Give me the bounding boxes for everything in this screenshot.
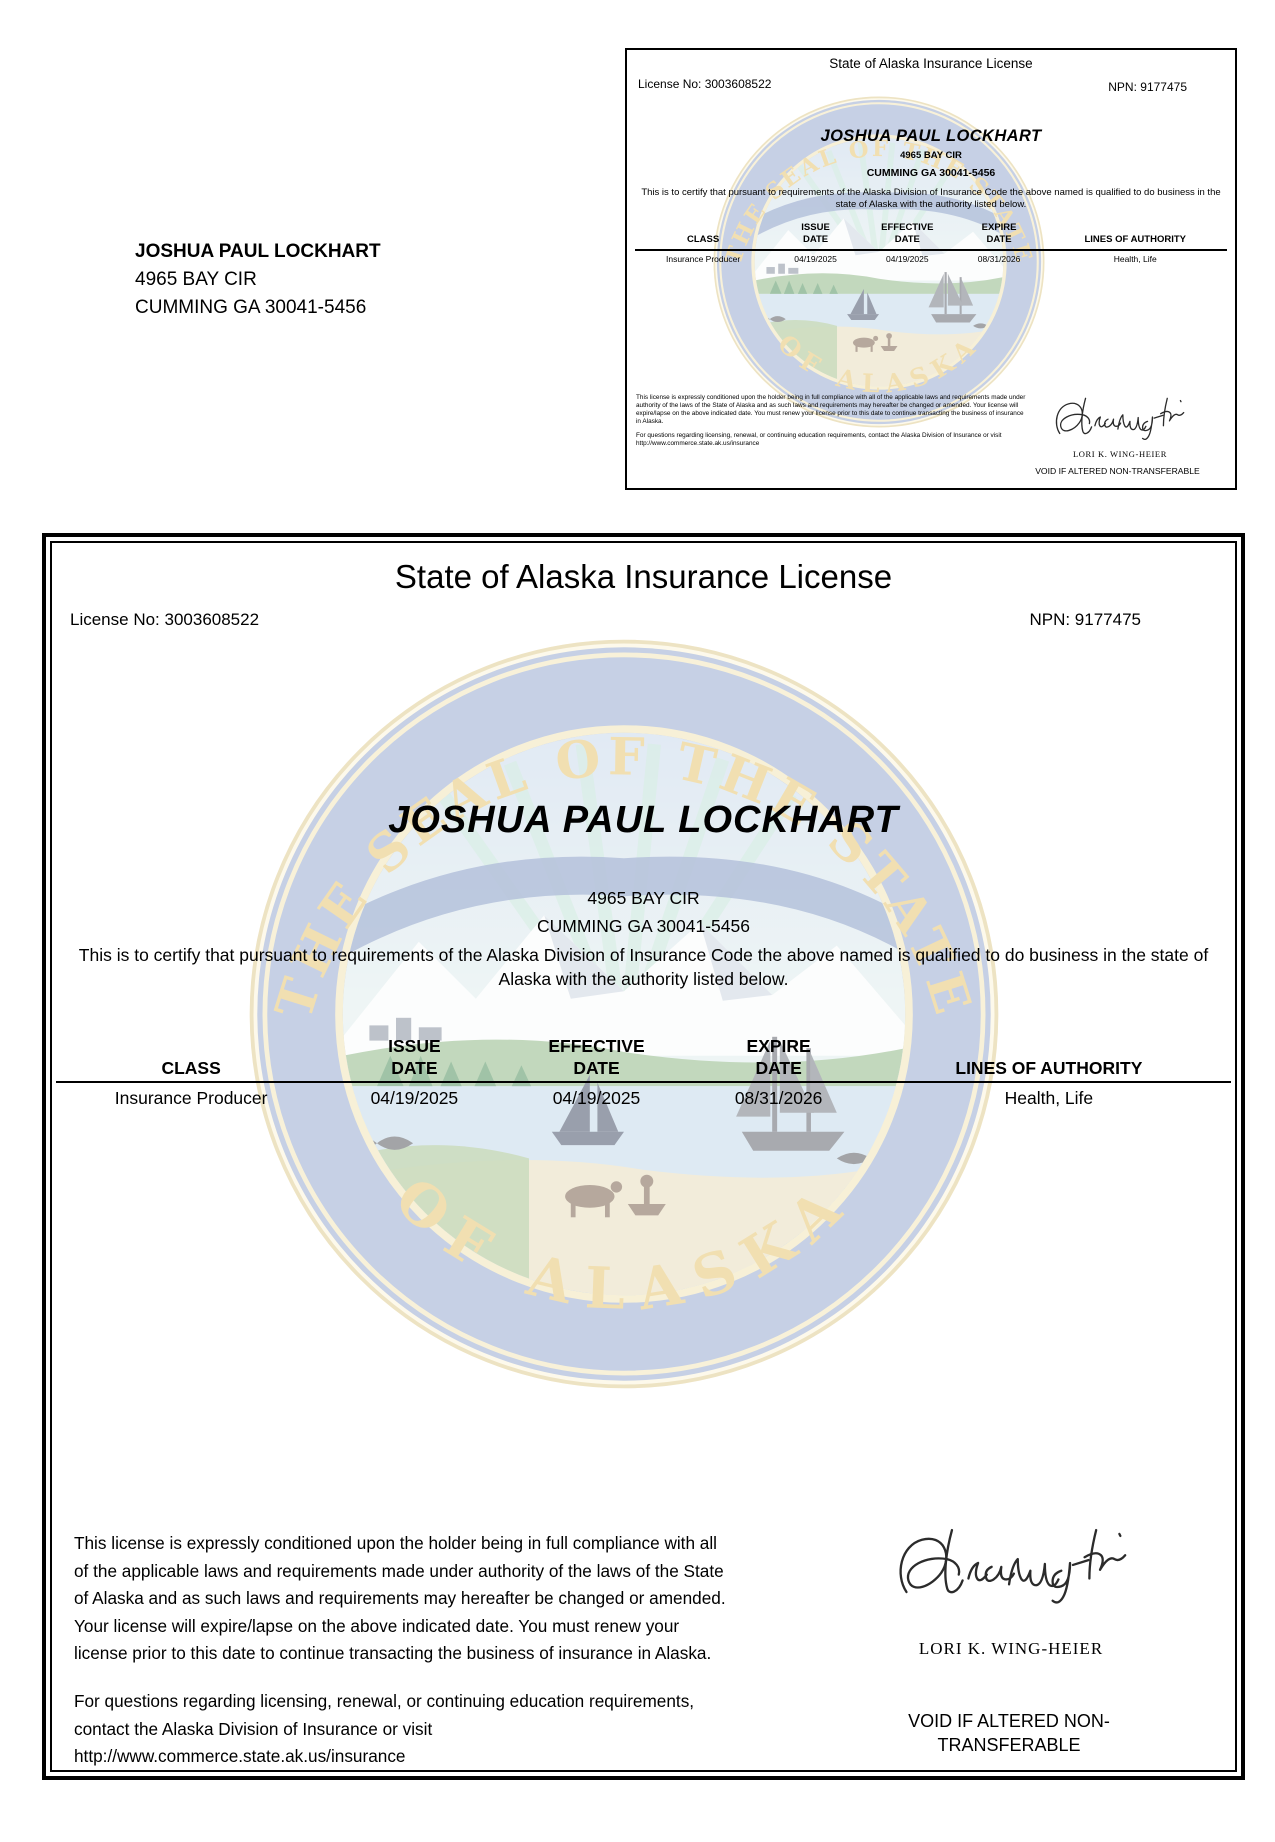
card-holder-street: 4965 BAY CIR [900,150,962,161]
certificate-license-number: License No: 3003608522 [70,610,260,629]
certificate-th-expire: EXPIRE [746,1036,811,1056]
card-th: LINES OF AUTHORITY [1084,234,1186,245]
certificate-th-date: DATE [391,1058,438,1078]
mail-recipient-name: JOSHUA PAUL LOCKHART [135,241,381,262]
card-void-text: VOID IF ALTERED NON-TRANSFERABLE [1035,466,1200,476]
certificate-th-class: CLASS [161,1058,221,1078]
certificate-th [56,1035,326,1057]
card-legal-text [636,394,1028,453]
card-th: CLASS [686,234,720,245]
card-td-effective-date: 04/19/2025 [886,254,929,264]
card-th: DATE [986,234,1012,245]
certificate-void-text: VOID IF ALTERED NON-TRANSFERABLE [908,1711,1110,1755]
certificate-certify-text: This is to certify that pursuant to requirements of the Alaska Division of Insurance Code the above named is qualified to do business in the state of Alaska with the authority listed below. [78,945,1209,989]
mailing-address-block [135,238,381,322]
certificate-th-issue: ISSUE [388,1036,441,1056]
card-th [1043,222,1227,234]
certificate-authority-table [56,1035,1231,1111]
card-td-expire-date: 08/31/2026 [977,254,1021,264]
certificate-table-header-top [56,1035,1231,1057]
certificate-th [867,1035,1231,1057]
certificate-td-expire-date: 08/31/2026 [734,1088,823,1108]
card-td-issue-date: 04/19/2025 [794,254,837,264]
certificate-th-effective: EFFECTIVE [548,1036,645,1056]
certificate-td-lines-of-authority: Health, Life [1004,1088,1094,1108]
certificate-title: State of Alaska Insurance License [394,558,893,595]
signature-script [891,1509,1131,1617]
certificate-th-lines-of-authority: LINES OF AUTHORITY [955,1058,1143,1078]
card-th: DATE [894,234,920,245]
alaska-state-seal-watermark [244,634,1004,1394]
card-npn: NPN: 9177475 [1108,80,1187,94]
certificate-td-class: Insurance Producer [114,1088,268,1108]
certificate-table-header-bottom [56,1057,1231,1079]
card-certify-text: This is to certify that pursuant to requirements of the Alaska Division of Insurance Code the above named is qualified to do business in the state of Alaska with the authority listed below. [641,187,1221,210]
card-holder-name: JOSHUA PAUL LOCKHART [820,127,1042,145]
mail-city-state-zip: CUMMING GA 30041-5456 [135,297,367,318]
card-title: State of Alaska Insurance License [829,56,1033,71]
mail-street: 4965 BAY CIR [135,269,257,290]
certificate-table-row [56,1083,1231,1111]
card-legal-paragraph-1: This license is expressly conditioned upon the holder being in full compliance with all of the applicable laws and requirements made under authority of the laws of the State of Alaska and as such laws and requirements may hereafter be changed or amended. Your license will expire/lapse on the above indicated date. You must renew your license prior to this date to continue transacting the business of insurance in Alaska. [636,394,1026,425]
certificate-td-issue-date: 04/19/2025 [370,1088,459,1108]
certificate-legal-paragraph-2: For questions regarding licensing, renewal, or continuing education requirements, contact the Alaska Division of Insurance or visit http://www.commerce.state.ak.us/insurance [74,1690,695,1767]
card-table-header-top [635,222,1227,234]
signature-script [1051,390,1187,444]
card-license-number: License No: 3003608522 [638,77,772,91]
card-th: EXPIRE [981,222,1017,233]
card-legal-paragraph-2: For questions regarding licensing, renewal, or continuing education requirements, contact the Alaska Division of Insurance or visit http://www.commerce.state.ak.us/insurance [636,431,1002,447]
card-signer-name: LORI K. WING-HEIER [1073,449,1167,459]
wallet-license-card [625,48,1237,490]
certificate-holder-city: CUMMING GA 30041-5456 [536,916,750,936]
card-authority-table [635,222,1227,266]
certificate-holder-street: 4965 BAY CIR [587,888,700,908]
card-td-class: Insurance Producer [665,254,741,264]
card-holder-city: CUMMING GA 30041-5456 [866,167,996,179]
card-table-header-bottom [635,234,1227,246]
certificate-signer-name: LORI K. WING-HEIER [918,1639,1104,1658]
card-th: ISSUE [801,222,830,233]
license-certificate [42,533,1245,1780]
certificate-legal-paragraph-1: This license is expressly conditioned upon the holder being in full compliance with all of the applicable laws and requirements made under authority of the laws of the State of Alaska and as such laws and requirements may hereafter be changed or amended. Your license will expire/lapse on the above indicated date. You must renew your license prior to this date to continue transacting the business of insurance in Alaska. [74,1533,726,1664]
card-td-lines-of-authority: Health, Life [1113,254,1157,264]
certificate-td-effective-date: 04/19/2025 [552,1088,641,1108]
card-th: DATE [802,234,829,245]
card-table-row [635,251,1227,266]
certificate-npn: NPN: 9177475 [1029,610,1141,629]
card-th: EFFECTIVE [881,222,934,233]
certificate-holder-name: JOSHUA PAUL LOCKHART [388,799,899,841]
certificate-th-date: DATE [755,1058,802,1078]
certificate-th-date: DATE [573,1058,620,1078]
certificate-legal-text [74,1530,732,1791]
card-th [635,222,771,234]
